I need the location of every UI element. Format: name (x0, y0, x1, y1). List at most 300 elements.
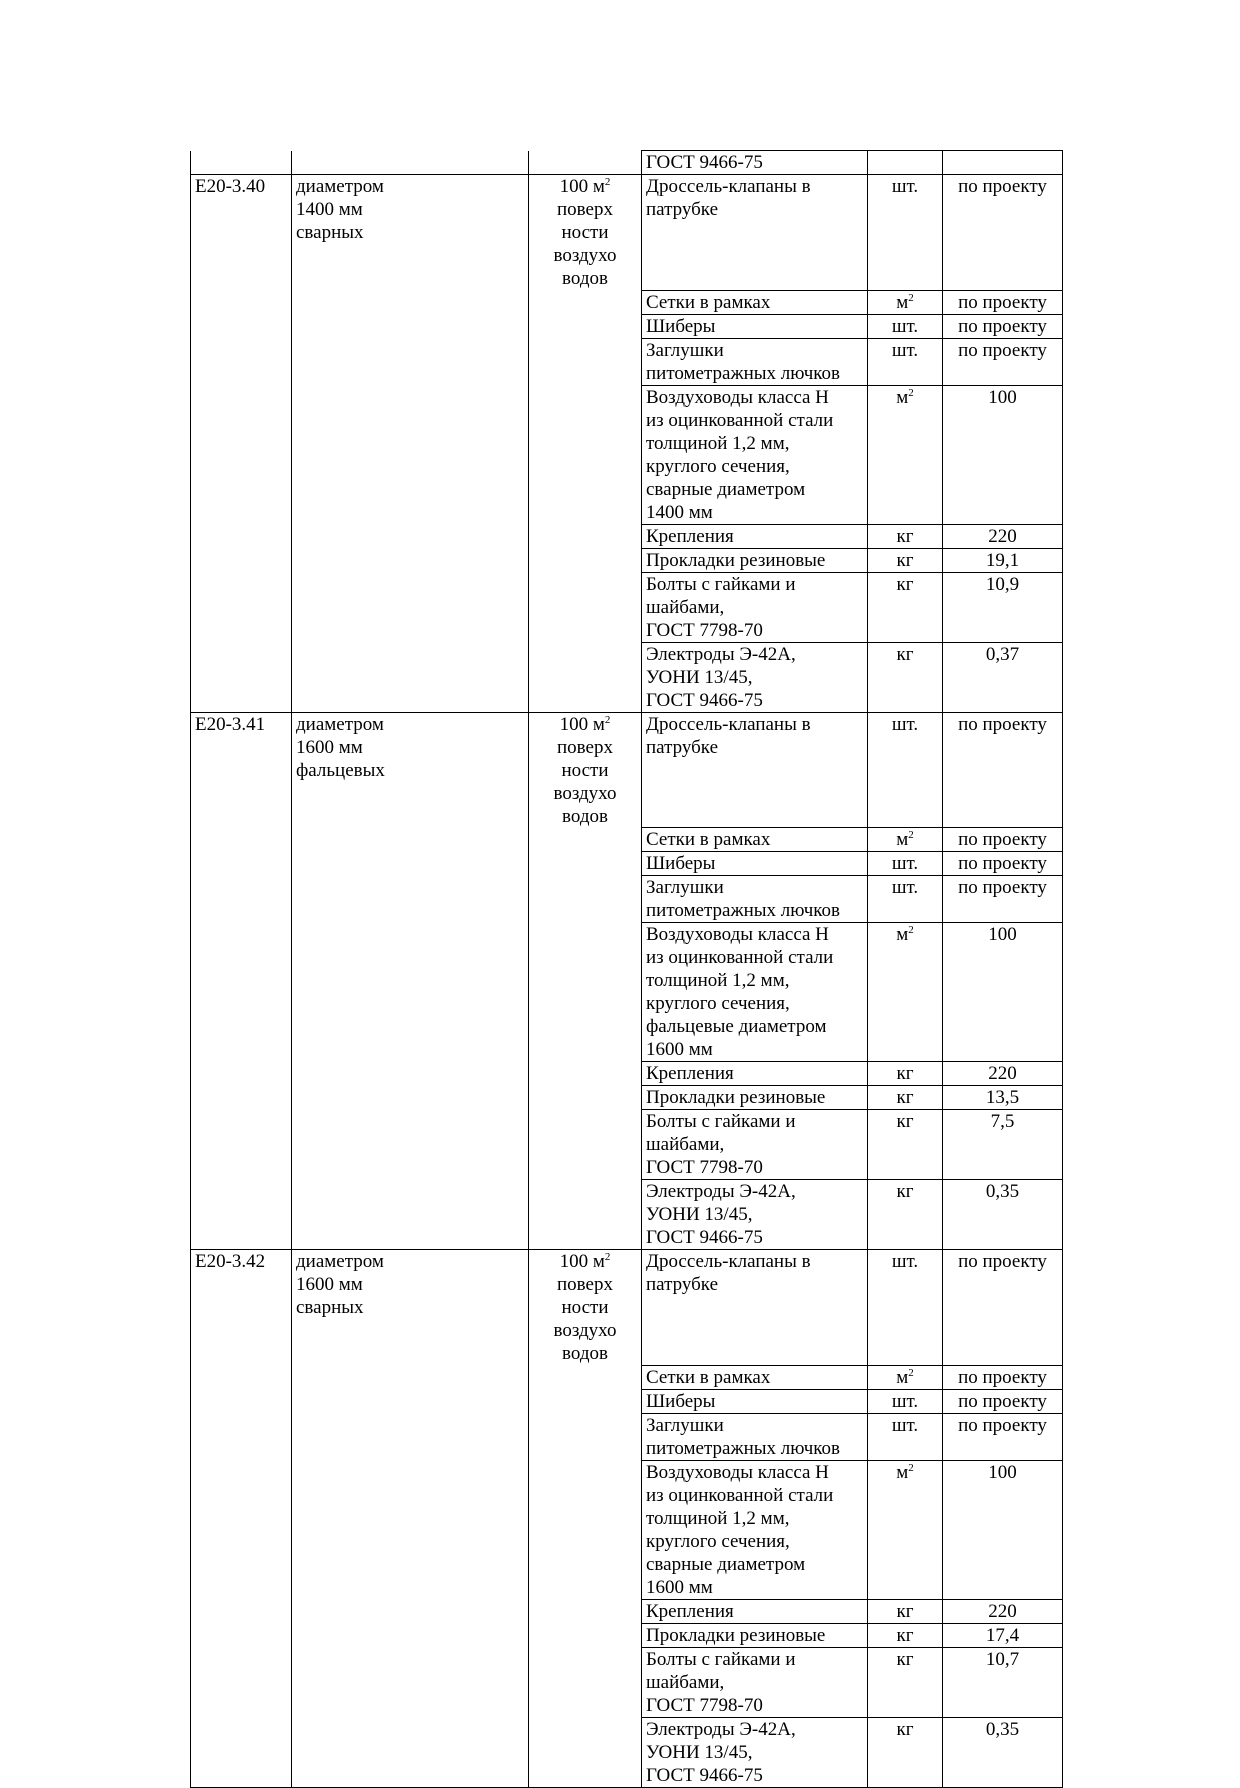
resource-name-cell (642, 1717, 868, 1787)
resource-row (191, 314, 1063, 338)
measure-cell (868, 1413, 943, 1460)
work-unit-power: 2 (604, 713, 611, 726)
code-cell (191, 1110, 292, 1180)
code-cell (191, 1250, 292, 1366)
code-cell (191, 852, 292, 876)
work-name-cell (292, 548, 529, 572)
amount-cell (943, 1717, 1063, 1787)
resource-name: Дроссель-клапаны в патрубке (646, 1251, 811, 1295)
measure-cell (868, 876, 943, 923)
resource-row (191, 1460, 1063, 1599)
measure-cell (868, 712, 943, 828)
resource-norms-table (190, 150, 1063, 1788)
amount-cell (943, 1365, 1063, 1389)
work-unit (554, 1251, 617, 1364)
resource-row (191, 923, 1063, 1062)
resource-name: Заглушки питометражных лючков (646, 1414, 841, 1459)
measure-cell (868, 1365, 943, 1389)
resource-name: Сетки в рамках (646, 291, 771, 313)
resource-amount: 220 (988, 1063, 1017, 1084)
resource-amount: 17,4 (985, 1624, 1020, 1646)
work-name-cell (292, 1647, 529, 1717)
resource-amount: 0,35 (985, 1718, 1020, 1740)
work-name-cell (292, 1250, 529, 1366)
resource-row (191, 1250, 1063, 1366)
resource-amount: по проекту (958, 1251, 1047, 1272)
resource-amount: по проекту (958, 853, 1047, 874)
work-name: диаметром 1600 мм фальцевых (296, 713, 385, 781)
work-unit-cell (529, 1062, 642, 1086)
amount-cell (943, 1110, 1063, 1180)
resource-name: Заглушки питометражных лючков (646, 339, 841, 384)
resource-name-cell (642, 524, 868, 548)
work-unit-cell (529, 385, 642, 524)
resource-amount: по проекту (958, 315, 1047, 337)
amount-cell (943, 1086, 1063, 1110)
work-unit-rest: поверх ности воздухо водов (553, 1274, 617, 1364)
work-unit-cell (529, 1599, 642, 1623)
resource-name: Крепления (646, 1600, 734, 1622)
resource-row (191, 1365, 1063, 1389)
resource-name: Прокладки резиновые (646, 1624, 826, 1646)
code-cell (191, 385, 292, 524)
work-name-cell (292, 1062, 529, 1086)
measure-cell (868, 338, 943, 385)
measure-unit: м (896, 1461, 909, 1483)
resource-amount: 100 (988, 924, 1017, 945)
measure-power: 2 (908, 829, 914, 841)
resource-name-cell (642, 1250, 868, 1366)
measure-cell (868, 828, 943, 852)
measure-cell (868, 1250, 943, 1366)
measure-power: 2 (908, 924, 914, 936)
norm-code: Е20-3.41 (195, 713, 266, 735)
resource-amount: 0,37 (985, 643, 1020, 665)
resource-row (191, 290, 1063, 314)
resource-amount: по проекту (958, 1390, 1047, 1412)
norm-code: Е20-3.42 (195, 1251, 266, 1272)
measure-unit: м (896, 1366, 909, 1388)
measure-unit: кг (896, 573, 914, 595)
measure-unit: кг (896, 549, 914, 571)
measure-cell (868, 642, 943, 712)
resource-row (191, 876, 1063, 923)
resource-name: Болты с гайками и шайбами, ГОСТ 7798-70 (646, 1648, 796, 1716)
work-name-cell (292, 876, 529, 923)
resource-name-cell (642, 1062, 868, 1086)
resource-amount: по проекту (958, 339, 1047, 361)
resource-name: Крепления (646, 1063, 734, 1084)
resource-amount: по проекту (958, 713, 1047, 735)
resource-name-cell (642, 923, 868, 1062)
work-unit-cell (529, 524, 642, 548)
continuation-row (191, 151, 1063, 175)
amount-cell (943, 642, 1063, 712)
resource-row (191, 712, 1063, 828)
resource-row (191, 1110, 1063, 1180)
resource-row (191, 828, 1063, 852)
code-cell (191, 1180, 292, 1250)
norms-table-page (190, 150, 1062, 1788)
work-unit-cell (529, 1250, 642, 1366)
code-cell (191, 712, 292, 828)
resource-amount: 10,7 (985, 1648, 1020, 1670)
work-name-cell (292, 1110, 529, 1180)
resource-name: Сетки в рамках (646, 1366, 771, 1388)
measure-unit: шт. (891, 339, 919, 361)
resource-name-cell (642, 1365, 868, 1389)
work-unit-cell (529, 1460, 642, 1599)
work-unit-base: 100 м (559, 1251, 605, 1272)
measure-unit: м (896, 829, 909, 850)
measure-power: 2 (908, 1461, 914, 1474)
measure-cell (868, 852, 943, 876)
resource-amount: 7,5 (990, 1111, 1015, 1132)
code-cell (191, 572, 292, 642)
code-cell (191, 876, 292, 923)
resource-row (191, 175, 1063, 291)
measure-cell (868, 1460, 943, 1599)
measure-cell (868, 923, 943, 1062)
work-unit-rest: поверх ности воздухо водов (553, 736, 617, 827)
resource-row (191, 1180, 1063, 1250)
work-unit-cell (529, 923, 642, 1062)
work-name-cell (292, 1086, 529, 1110)
resource-amount: 10,9 (985, 573, 1020, 595)
amount-cell (943, 314, 1063, 338)
amount-cell (943, 1062, 1063, 1086)
amount-cell (943, 852, 1063, 876)
measure-cell (868, 1717, 943, 1787)
work-name-cell (292, 524, 529, 548)
resource-row (191, 1389, 1063, 1413)
work-name-cell (292, 1413, 529, 1460)
work-unit-cell (529, 712, 642, 828)
work-name: диаметром 1400 мм сварных (296, 176, 384, 243)
work-unit-cell (529, 290, 642, 314)
resource-name-cell (642, 1086, 868, 1110)
measure-unit: кг (896, 1063, 914, 1084)
code-cell (191, 1413, 292, 1460)
resource-row (191, 1599, 1063, 1623)
code-cell (191, 828, 292, 852)
work-unit-cell (529, 1647, 642, 1717)
resource-name-cell (642, 1180, 868, 1250)
amount-cell (943, 1250, 1063, 1366)
code-cell (191, 1647, 292, 1717)
resource-name: Электроды Э-42А, УОНИ 13/45, ГОСТ 9466-75 (646, 643, 796, 711)
measure-cell (868, 1062, 943, 1086)
code-cell (191, 1599, 292, 1623)
measure-unit: кг (896, 525, 914, 547)
work-unit-cell (529, 338, 642, 385)
work-unit-cell (529, 828, 642, 852)
resource-name-cell (642, 642, 868, 712)
resource-row (191, 1086, 1063, 1110)
resource-amount: по проекту (958, 877, 1047, 898)
resource-name-cell (642, 314, 868, 338)
code-cell (191, 175, 292, 291)
resource-name-cell (642, 1647, 868, 1717)
resource-name-cell (642, 548, 868, 572)
code-cell (191, 1389, 292, 1413)
measure-cell (868, 175, 943, 291)
work-name-cell (292, 1717, 529, 1787)
code-cell (191, 524, 292, 548)
amount-cell (943, 1389, 1063, 1413)
resource-row (191, 338, 1063, 385)
resource-row (191, 1623, 1063, 1647)
measure-unit: шт. (891, 1390, 919, 1412)
amount-cell (943, 923, 1063, 1062)
measure-unit: кг (896, 1181, 914, 1202)
resource-name: Прокладки резиновые (646, 1087, 826, 1108)
work-unit-rest: поверх ности воздухо водов (553, 199, 617, 289)
measure-power: 2 (908, 1366, 914, 1379)
resource-name-cell (642, 385, 868, 524)
work-unit-cell (529, 151, 642, 175)
measure-cell (868, 1647, 943, 1717)
resource-name: Болты с гайками и шайбами, ГОСТ 7798-70 (646, 1111, 796, 1178)
work-name-cell (292, 828, 529, 852)
norm-code: Е20-3.40 (195, 176, 266, 197)
resource-row (191, 524, 1063, 548)
resource-name-cell (642, 290, 868, 314)
resource-name-cell (642, 1110, 868, 1180)
code-cell (191, 1623, 292, 1647)
work-unit (554, 714, 617, 827)
code-cell (191, 151, 292, 175)
measure-unit: шт. (891, 176, 919, 197)
resource-name: Сетки в рамках (646, 829, 771, 850)
work-unit-cell (529, 1180, 642, 1250)
resource-name: Болты с гайками и шайбами, ГОСТ 7798-70 (646, 573, 796, 641)
resource-name: Заглушки питометражных лючков (646, 877, 841, 921)
resource-amount: по проекту (958, 1366, 1047, 1388)
measure-cell (868, 1110, 943, 1180)
work-name-cell (292, 175, 529, 291)
work-unit-cell (529, 852, 642, 876)
resource-amount: 19,1 (985, 549, 1020, 571)
work-unit-cell (529, 1365, 642, 1389)
resource-name: Дроссель-клапаны в патрубке (646, 713, 811, 758)
work-unit-power: 2 (604, 1251, 611, 1263)
amount-cell (943, 1180, 1063, 1250)
resource-amount: 220 (988, 1600, 1017, 1622)
work-name-cell (292, 1365, 529, 1389)
work-unit-cell (529, 1086, 642, 1110)
measure-cell (868, 524, 943, 548)
work-unit-cell (529, 642, 642, 712)
amount-cell (943, 1460, 1063, 1599)
resource-row (191, 1062, 1063, 1086)
code-cell (191, 1062, 292, 1086)
amount-cell (943, 175, 1063, 291)
work-unit-base: 100 м (559, 713, 605, 735)
measure-cell (868, 548, 943, 572)
measure-cell (868, 1180, 943, 1250)
measure-cell (868, 1389, 943, 1413)
resource-name: Шиберы (646, 1390, 716, 1412)
resource-row (191, 385, 1063, 524)
resource-row (191, 572, 1063, 642)
measure-unit: кг (896, 1624, 914, 1646)
work-unit-cell (529, 876, 642, 923)
work-unit-cell (529, 314, 642, 338)
amount-cell (943, 1599, 1063, 1623)
measure-unit: шт. (891, 853, 919, 874)
work-unit-power: 2 (604, 176, 611, 188)
work-unit-cell (529, 1717, 642, 1787)
amount-cell (943, 1647, 1063, 1717)
resource-row (191, 1647, 1063, 1717)
measure-unit: кг (896, 1718, 914, 1740)
resource-name-cell (642, 876, 868, 923)
measure-unit: кг (896, 1648, 914, 1670)
work-unit-cell (529, 1623, 642, 1647)
resource-amount: 100 (988, 386, 1017, 408)
work-unit-cell (529, 548, 642, 572)
work-unit-cell (529, 572, 642, 642)
resource-amount: 0,35 (985, 1181, 1020, 1202)
resource-name-cell (642, 175, 868, 291)
resource-name-cell (642, 1460, 868, 1599)
work-name-cell (292, 385, 529, 524)
work-name-cell (292, 151, 529, 175)
resource-name: Воздуховоды класса Н из оцинкованной стали толщиной 1,2 мм, круглого сечения, сварные диаметром 1400 мм (646, 386, 834, 523)
work-name-cell (292, 642, 529, 712)
measure-power: 2 (908, 386, 914, 399)
work-name-cell (292, 1180, 529, 1250)
resource-name-cell (642, 1623, 868, 1647)
work-name-cell (292, 923, 529, 1062)
code-cell (191, 1460, 292, 1599)
measure-power: 2 (908, 291, 914, 304)
resource-name-cell (642, 1413, 868, 1460)
resource-amount: 100 (988, 1461, 1017, 1483)
resource-row (191, 548, 1063, 572)
amount-cell (943, 151, 1063, 175)
work-name-cell (292, 852, 529, 876)
code-cell (191, 338, 292, 385)
amount-cell (943, 1413, 1063, 1460)
resource-name: Воздуховоды класса Н из оцинкованной стали толщиной 1,2 мм, круглого сечения, фальцевые диаметром 1600 мм (646, 924, 834, 1060)
amount-cell (943, 712, 1063, 828)
resource-name-cell (642, 338, 868, 385)
resource-amount: по проекту (958, 176, 1047, 197)
measure-unit: кг (896, 643, 914, 665)
resource-amount: по проекту (958, 829, 1047, 850)
work-name-cell (292, 1460, 529, 1599)
work-unit-cell (529, 1389, 642, 1413)
work-name: диаметром 1600 мм сварных (296, 1251, 384, 1318)
work-unit (554, 176, 617, 289)
work-name-cell (292, 290, 529, 314)
amount-cell (943, 385, 1063, 524)
measure-unit: шт. (891, 713, 919, 735)
work-name-cell (292, 338, 529, 385)
amount-cell (943, 290, 1063, 314)
code-cell (191, 1086, 292, 1110)
resource-name-cell (642, 712, 868, 828)
resource-name: Шиберы (646, 315, 716, 337)
measure-cell (868, 314, 943, 338)
amount-cell (943, 828, 1063, 852)
resource-name: Крепления (646, 525, 734, 547)
work-name-cell (292, 572, 529, 642)
resource-name: Электроды Э-42А, УОНИ 13/45, ГОСТ 9466-75 (646, 1181, 796, 1248)
measure-unit: м (896, 924, 909, 945)
resource-row (191, 852, 1063, 876)
code-cell (191, 314, 292, 338)
measure-cell (868, 385, 943, 524)
measure-cell (868, 290, 943, 314)
measure-cell (868, 1599, 943, 1623)
resource-name: Электроды Э-42А, УОНИ 13/45, ГОСТ 9466-75 (646, 1718, 796, 1786)
resource-amount: 220 (988, 525, 1017, 547)
amount-cell (943, 548, 1063, 572)
amount-cell (943, 876, 1063, 923)
resource-name-cell (642, 828, 868, 852)
measure-unit: кг (896, 1600, 914, 1622)
table-body (191, 151, 1063, 1788)
resource-row (191, 642, 1063, 712)
measure-unit: м (896, 386, 909, 408)
amount-cell (943, 572, 1063, 642)
resource-name-cell (642, 572, 868, 642)
work-name-cell (292, 1599, 529, 1623)
code-cell (191, 290, 292, 314)
amount-cell (943, 524, 1063, 548)
work-unit-cell (529, 175, 642, 291)
work-unit-base: 100 м (559, 176, 605, 197)
work-name-cell (292, 1623, 529, 1647)
resource-name-cell (642, 1599, 868, 1623)
measure-unit: м (896, 291, 909, 313)
measure-cell (868, 1086, 943, 1110)
code-cell (191, 642, 292, 712)
resource-name: Воздуховоды класса Н из оцинкованной стали толщиной 1,2 мм, круглого сечения, сварные диаметром 1600 мм (646, 1461, 834, 1598)
amount-cell (943, 338, 1063, 385)
measure-unit: шт. (891, 315, 919, 337)
resource-amount: по проекту (958, 1414, 1047, 1436)
measure-cell (868, 1623, 943, 1647)
code-cell (191, 1365, 292, 1389)
measure-unit: шт. (891, 877, 919, 898)
work-name-cell (292, 314, 529, 338)
code-cell (191, 923, 292, 1062)
resource-amount: по проекту (958, 291, 1047, 313)
measure-unit: кг (896, 1087, 914, 1108)
resource-amount: 13,5 (985, 1087, 1020, 1108)
resource-name: Дроссель-клапаны в патрубке (646, 176, 811, 220)
measure-unit: кг (896, 1111, 914, 1132)
resource-name: Шиберы (646, 853, 716, 874)
resource-name-cell: ГОСТ 9466-75 (642, 151, 868, 175)
code-cell (191, 548, 292, 572)
measure-unit: шт. (891, 1251, 919, 1272)
resource-name: Прокладки резиновые (646, 549, 826, 571)
resource-name-cell (642, 1389, 868, 1413)
work-name-cell (292, 712, 529, 828)
measure-cell (868, 572, 943, 642)
work-unit-cell (529, 1413, 642, 1460)
measure-unit: шт. (891, 1414, 919, 1436)
work-unit-cell (529, 1110, 642, 1180)
amount-cell (943, 1623, 1063, 1647)
resource-name-cell (642, 852, 868, 876)
measure-cell (868, 151, 943, 175)
